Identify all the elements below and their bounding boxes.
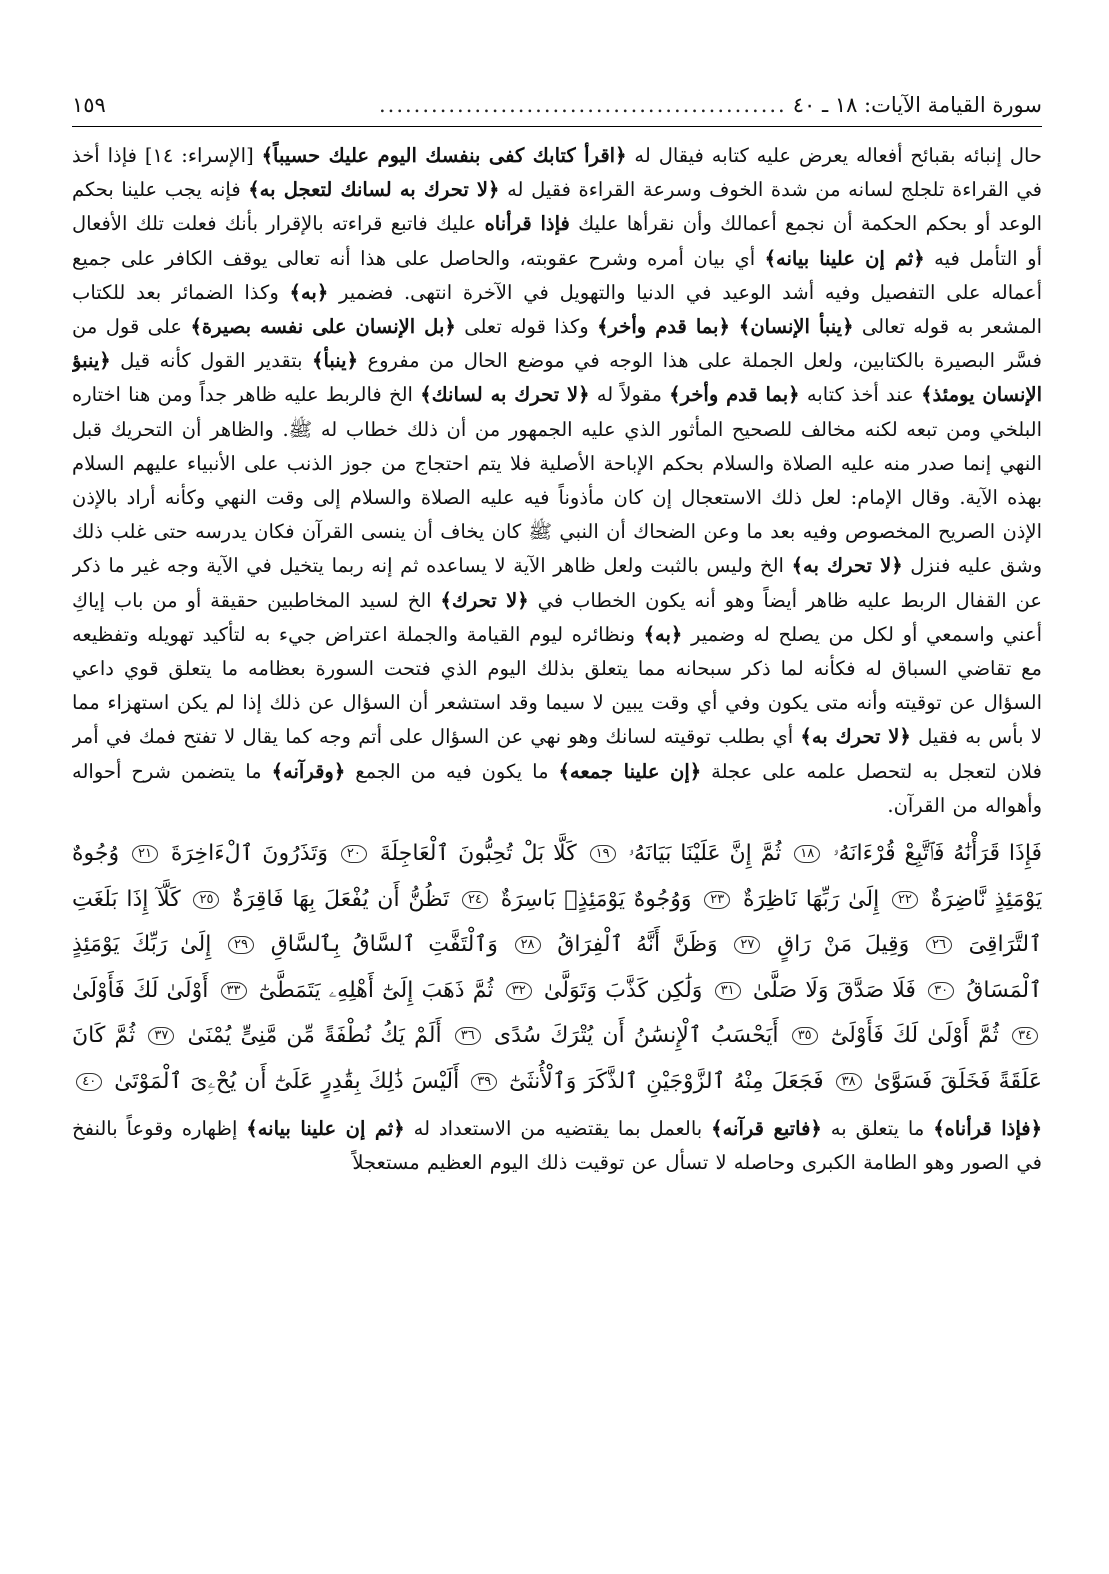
commentary-quote: ﴿به﴾: [643, 622, 683, 646]
commentary-text: وكذا الضمائر بعد للكتاب المشعر به قوله تعالى: [72, 280, 1042, 339]
commentary-quote: ﴿به﴾: [289, 280, 329, 304]
commentary-text: أي بيان أمره وشرح عقوبته، والحاصل على هذا أنه تعالى يوقف الكافر على جميع أعماله على التفصيل وفيه أشد الوعيد في الدنيا والتهويل في الآخرة انتهى. فضمير: [72, 246, 1042, 304]
verse-number-marker: ٢٠: [341, 845, 367, 863]
closing-quote: ﴿ثم إن علينا بيانه﴾: [246, 1117, 405, 1141]
verse-number-marker: ٣٥: [792, 1027, 818, 1045]
commentary-text: عليك فاتبع قراءته بالإقرار بأنك فعلت تلك الأفعال أو التأمل فيه: [72, 212, 1042, 270]
closing-text: ما يتعلق به: [821, 1117, 934, 1141]
commentary-quote: ﴿لا تحرك به﴾: [800, 725, 911, 749]
verse-text: أَلَيْسَ ذَٰلِكَ بِقَٰدِرٍ عَلَىٰٓ أَن يُحْۦِىَ ٱلْمَوْتَىٰ: [114, 1068, 460, 1094]
commentary-text: ما يتضمن شرح أحواله وأهواله من القرآن.: [72, 759, 1042, 817]
commentary-text: فإنه يجب علينا بحكم الوعد أو بحكم الحكمة أن نجمع أعمالك وأن نقرأها عليك: [72, 178, 1042, 236]
commentary-text: على قول من فسَّر البصيرة بالكتابين، ولعل الجملة على هذا الوجه في موضع الحال من مفروع: [72, 315, 1042, 373]
commentary-quote: ﴿إن علينا جمعه﴾: [558, 759, 702, 783]
quran-verses-block: [72, 831, 1042, 1104]
verse-number-marker: ٢٥: [193, 891, 219, 909]
verse-text: ثُمَّ ذَهَبَ إِلَىٰٓ أَهْلِهِۦ يَتَمَطَّىٰٓ: [258, 977, 494, 1003]
commentary-text: الخ وليس بالثبت ولعل ظاهر الآية لا يساعده ثم إنه ربما يتخيل في الآية وجه غير ما ذكر عن القفال الربط عليه ظاهر أيضاً وهو أنه يكون الخطاب في: [72, 554, 1042, 612]
verse-number-marker: ٣١: [715, 982, 741, 1000]
verse-number-marker: ٣٠: [928, 982, 954, 1000]
commentary-text: وكذا قوله تعلى: [455, 315, 598, 339]
commentary-quote: ﴿لا تحرك به﴾: [791, 554, 903, 578]
verse-number-marker: ٢٣: [704, 891, 730, 909]
commentary-quote: ﴿لا تحرك به لسانك لتعجل به﴾: [248, 178, 500, 202]
verse-number-marker: ٢٩: [228, 936, 254, 954]
closing-paragraph: [72, 1112, 1042, 1180]
commentary-quote: فإذا قرأناه: [484, 212, 570, 236]
verse-text: أَيَحْسَبُ ٱلْإِنسَٰنُ أَن يُتْرَكَ سُدًى: [493, 1023, 779, 1049]
verse-text: إِلَىٰ رَبِّكَ يَوْمَئِذٍ ٱلْمَسَاقُ: [72, 932, 1042, 1003]
commentary-quote: ﴿اقرأ كتابك كفى بنفسك اليوم عليك حسيباً﴾: [261, 144, 627, 167]
verse-text: وَلَٰكِن كَذَّبَ وَتَوَلَّىٰ: [543, 977, 703, 1003]
surah-heading: سورة القيامة الآيات: ١٨ ـ ٤٠: [792, 93, 1042, 117]
commentary-quote: ﴿ثم إن علينا بيانه﴾: [764, 246, 925, 270]
commentary-text: ونظائره ليوم القيامة والجملة اعتراض جيء به لتأكيد تهويله وتفظيعه مع تقاضي السباق له فكأنه لما ذكر سبحانه مما يتعلق بذلك اليوم الذي فتحت السورة بعظامه ما يتعلق قوي داعي السؤال عن توقيته وأنه متى يكون وفي أي وقت يبين لا سيما وقد استشعر أن السؤال عن ذلك إذا لم يكن استهزاء مما لا بأس به فقيل: [72, 622, 1042, 749]
closing-text: إظهاره وقوعاً بالنفخ في الصور وهو الطامة الكبرى وحاصله لا تسأل عن توقيت ذلك اليوم العظيم مستعجلاً: [72, 1117, 1042, 1175]
verse-number-marker: ٢١: [132, 845, 158, 863]
verse-number-marker: ٢٢: [892, 891, 918, 909]
verse-number-marker: ٢٦: [926, 936, 952, 954]
verse-text: أَوْلَىٰ لَكَ فَأَوْلَىٰ: [72, 977, 209, 1003]
verse-text: إِلَىٰ رَبِّهَا نَاظِرَةٌ: [743, 886, 880, 912]
verse-number-marker: ٤٠: [76, 1073, 102, 1091]
closing-text: بالعمل بما يقتضيه من الاستعداد له: [404, 1117, 712, 1141]
header-rule: [72, 126, 1042, 127]
commentary-text: الخ لسيد المخاطبين حقيقة أو من باب إياكِ أعني واسمعي أو لكل من يصلح له وضمير: [72, 588, 1042, 646]
commentary-quote: ﴿ينبأ الإنسان﴾ ﴿بما قدم وأخر﴾: [597, 315, 854, 339]
verse-text: تَظُنُّ أَن يُفْعَلَ بِهَا فَاقِرَةٌ: [232, 886, 450, 912]
verse-text: وَظَنَّ أَنَّهُ ٱلْفِرَاقُ: [557, 932, 718, 958]
commentary-quote: ﴿بما قدم وأخر﴾: [669, 383, 800, 407]
verse-number-marker: ٣٣: [221, 982, 247, 1000]
commentary-text: الخ فالربط عليه ظاهر جداً ومن هنا اختاره البلخي ومن تبعه لكنه مخالف للصحيح المأثور الذي عليه الجمهور من أن ذلك خطاب له ﷺ. والظاهر أن التحريك قبل النهي إنما صدر منه عليه الصلاة والسلام بحكم الإباحة الأصلية فلا يتم احتجاج من جوز الذنب على الأنبياء عليهم السلام بهذه الآية. وقال الإمام: لعل ذلك الاستعجال إن كان مأذوناً فيه عليه الصلاة والسلام إلى وقت النهي وكأنه أراد بالإذن الإذن الصريح المخصوص وفيه بعد ما وعن الضحاك أن النبي ﷺ كان يخاف أن ينسى القرآن فكان يدرسه حتى غلب ذلك وشق عليه فنزل: [72, 383, 1042, 578]
commentary-paragraph: [72, 139, 1042, 823]
commentary-text: عند أخذ كتابه: [799, 383, 922, 407]
closing-quote: ﴿فإذا قرأناه﴾: [933, 1117, 1042, 1141]
verse-text: أَلَمْ يَكُ نُطْفَةً مِّن مَّنِىٍّ يُمْنَىٰ: [187, 1023, 442, 1049]
commentary-quote: ﴿بل الإنسان على نفسه بصيرة﴾: [190, 315, 456, 339]
running-head: [72, 88, 1042, 124]
verse-text: فَإِذَا قَرَأْنَٰهُ فَٱتَّبِعْ قُرْءَانَهُۥ: [833, 841, 1042, 867]
verse-text: فَجَعَلَ مِنْهُ ٱلزَّوْجَيْنِ ٱلذَّكَرَ وَٱلْأُنثَىٰٓ: [509, 1068, 824, 1094]
commentary-text: أي بطلب توقيته لسانك وهو نهي عن السؤال على أتم وجه كما يقال لا تفتح فمك في أمر فلان لتعجل به لتحصل علمه على عجلة: [72, 725, 1042, 783]
commentary-quote: ﴿لا تحرك﴾: [440, 588, 529, 612]
commentary-text: مقولاً له: [589, 383, 670, 407]
verse-number-marker: ١٨: [794, 845, 820, 863]
verse-text: وَقِيلَ مَنْ رَاقٍ: [777, 932, 910, 958]
verse-text: كَلَّا بَلْ تُحِبُّونَ ٱلْعَاجِلَةَ: [379, 841, 577, 867]
commentary-text: ما يكون فيه من الجمع: [345, 759, 559, 783]
commentary-quote: ﴿وقرآنه﴾: [271, 759, 346, 783]
verse-number-marker: ٣٩: [471, 1073, 497, 1091]
verse-text: ثُمَّ كَانَ عَلَقَةً فَخَلَقَ فَسَوَّىٰ: [72, 1023, 1042, 1094]
commentary-quote: ﴿ينبؤ الإنسان يومئذ﴾: [72, 349, 1042, 407]
page-number: ١٥٩: [72, 93, 106, 117]
verse-number-marker: ١٩: [590, 845, 616, 863]
verse-number-marker: ٣٢: [506, 982, 532, 1000]
closing-quote: ﴿فاتبع قرآنه﴾: [711, 1117, 822, 1141]
commentary-text: حال إنبائه بقبائح أفعاله يعرض عليه كتابه فيقال له: [626, 144, 1042, 167]
commentary-text: بتقدير القول كأنه قيل: [110, 349, 313, 373]
book-page: [72, 88, 1042, 1528]
verse-text: وَوُجُوهٌ يَوْمَئِذٍۭ بَاسِرَةٌ: [500, 886, 692, 912]
verse-number-marker: ٣٤: [1012, 1027, 1038, 1045]
verse-number-marker: ٢٨: [515, 936, 541, 954]
commentary-text: [الإسراء: ١٤] فإذا أخذ في القراءة تلجلج لسانه من شدة الخوف وسرعة القراءة فقيل له: [72, 144, 1042, 202]
verse-text: ثُمَّ إِنَّ عَلَيْنَا بَيَانَهُۥ: [628, 841, 782, 867]
verse-text: وَتَذَرُونَ ٱلْءَاخِرَةَ: [170, 841, 328, 867]
verse-text: وُجُوهٌ يَوْمَئِذٍ نَّاضِرَةٌ: [72, 841, 1042, 912]
verse-text: وَٱلْتَفَّتِ ٱلسَّاقُ بِٱلسَّاقِ: [270, 932, 498, 958]
verse-text: كَلَّآ إِذَا بَلَغَتِ ٱلتَّرَاقِىَ: [72, 886, 1042, 958]
verse-number-marker: ٢٧: [734, 936, 760, 954]
verse-number-marker: ٣٧: [148, 1027, 174, 1045]
leader-dots: ...............................................: [378, 93, 787, 117]
verse-number-marker: ٣٦: [455, 1027, 481, 1045]
verse-number-marker: ٢٤: [462, 891, 488, 909]
verse-text: فَلَا صَدَّقَ وَلَا صَلَّىٰ: [752, 977, 916, 1003]
verse-number-marker: ٣٨: [836, 1073, 862, 1091]
commentary-quote: ﴿لا تحرك به لسانك﴾: [420, 383, 590, 407]
commentary-quote: ﴿ينبأ﴾: [312, 349, 359, 373]
verse-text: ثُمَّ أَوْلَىٰ لَكَ فَأَوْلَىٰٓ: [830, 1023, 999, 1049]
